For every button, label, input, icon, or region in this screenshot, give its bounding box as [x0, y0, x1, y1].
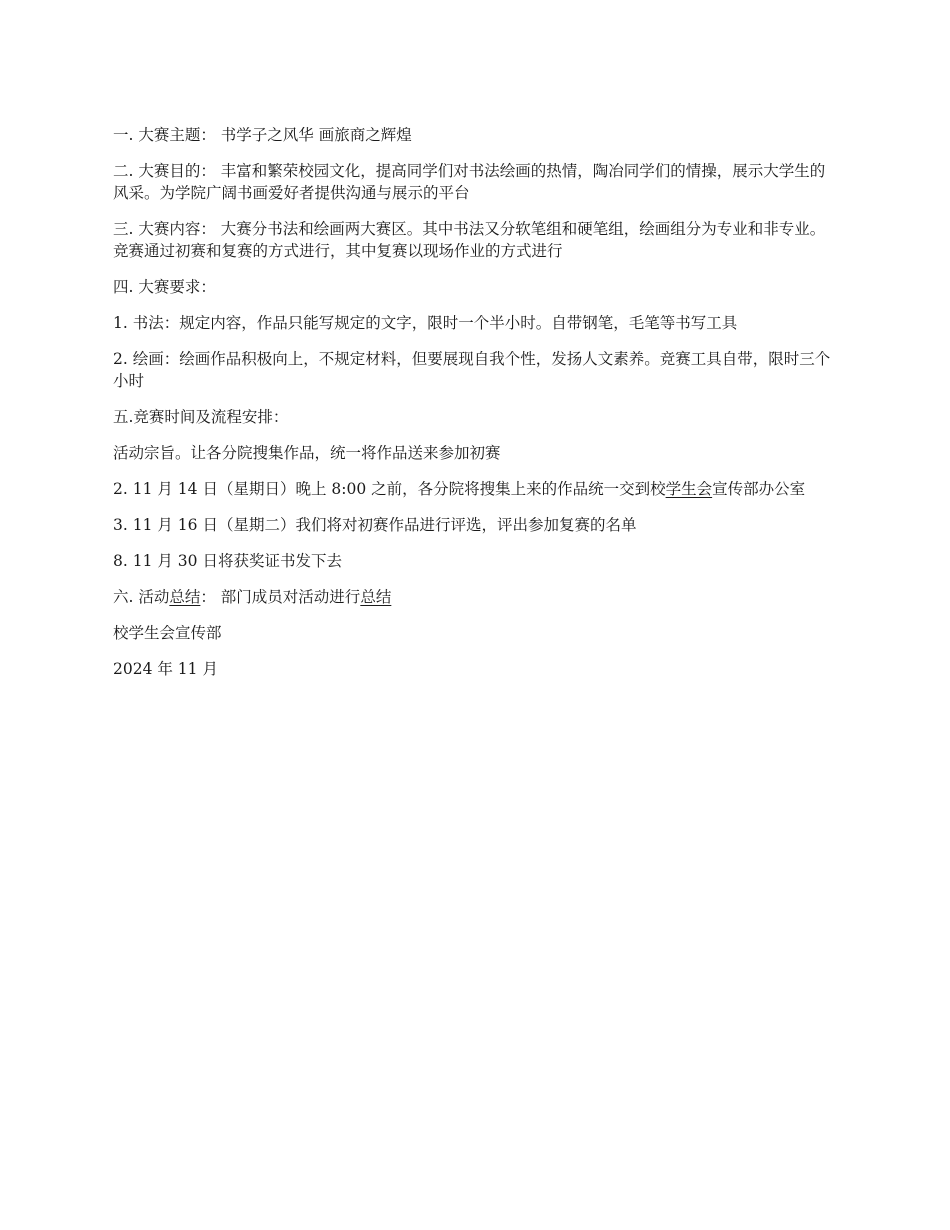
schedule-heading: 五.竞赛时间及流程安排： — [113, 408, 289, 426]
document-body — [113, 124, 838, 694]
student-union-link[interactable]: 学生会 — [665, 480, 713, 498]
schedule-item-submission-text: 2. 11 月 14 日（星期日）晚上 8:00 之前，各分院将搜集上来的作品统一交到校 — [113, 480, 666, 498]
schedule-item-submission — [113, 478, 838, 500]
summary-link-1[interactable]: 总结 — [169, 588, 201, 606]
painting-requirement: 2. 绘画：绘画作品积极向上，不规定材料，但要展现自我个性，发扬人文素养。竞赛工具自带，限时三个小时 — [113, 350, 831, 390]
purpose-paragraph: 二. 大赛目的： 丰富和繁荣校园文化，提高同学们对书法绘画的热情，陶冶同学们的情操，展示大学生的风采。为学院广阔书画爱好者提供沟通与展示的平台 — [113, 162, 826, 202]
signature-organization: 校学生会宣传部 — [113, 624, 222, 642]
schedule-item-awards: 8. 11 月 30 日将获奖证书发下去 — [113, 552, 342, 570]
summary-link-2[interactable]: 总结 — [360, 588, 392, 606]
schedule-item-judging: 3. 11 月 16 日（星期二）我们将对初赛作品进行评选，评出参加复赛的名单 — [113, 516, 637, 534]
requirements-heading: 四. 大赛要求： — [113, 278, 216, 296]
content-paragraph: 三. 大赛内容： 大赛分书法和绘画两大赛区。其中书法又分软笔组和硬笔组，绘画组分为专业和非专业。竞赛通过初赛和复赛的方式进行，其中复赛以现场作业的方式进行 — [113, 220, 826, 260]
schedule-intro: 活动宗旨。让各分院搜集作品，统一将作品送来参加初赛 — [113, 444, 501, 462]
summary-paragraph — [113, 586, 838, 608]
summary-middle: ： 部门成员对活动进行 — [200, 588, 361, 606]
theme-paragraph: 一. 大赛主题： 书学子之风华 画旅商之辉煌 — [113, 126, 412, 144]
summary-prefix: 六. 活动 — [113, 588, 170, 606]
calligraphy-requirement: 1. 书法：规定内容，作品只能写规定的文字，限时一个半小时。自带钢笔，毛笔等书写工具 — [113, 314, 738, 332]
schedule-item-submission-tail: 宣传部办公室 — [712, 480, 806, 498]
signature-date: 2024 年 11 月 — [113, 660, 218, 678]
